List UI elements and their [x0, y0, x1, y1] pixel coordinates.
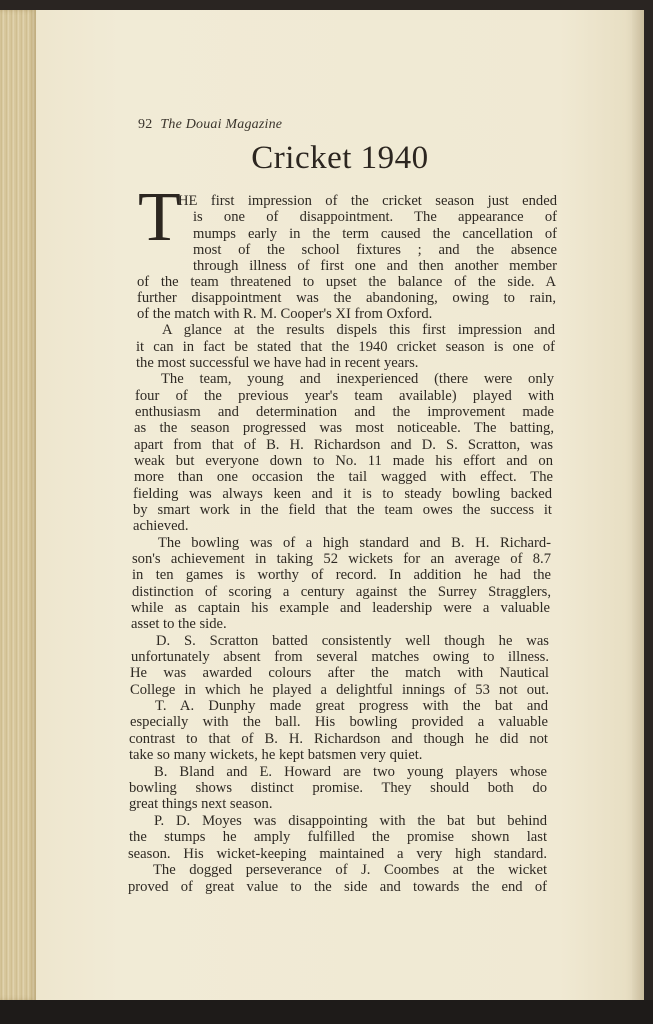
text-line: contrast to that of B. H. Richardson and though he did not: [129, 731, 548, 747]
text-line: distinction of scoring a century against the Surrey Stragglers,: [132, 584, 551, 600]
text-line: The dogged perseverance of J. Coombes at the wicket: [153, 862, 547, 878]
text-line: most of the school fixtures ; and the absence: [193, 242, 557, 258]
text-line: through illness of first one and then another member: [193, 258, 557, 274]
magazine-title: The Douai Magazine: [160, 117, 283, 132]
text-line: enthusiasm and determination and the improvement made: [135, 404, 554, 420]
text-line: season. His wicket-keeping maintained a very high standard.: [128, 846, 547, 862]
text-line: further disappointment was the abandoning, owing to rain,: [137, 290, 556, 306]
text-line: four of the previous year's team available) played with: [135, 388, 554, 404]
text-line: as the season progressed was most noticeable. The batting,: [134, 420, 554, 436]
text-line: HE first impression of the cricket season just ended: [178, 193, 557, 209]
text-line: unfortunately absent from several matches owing to illness.: [131, 649, 549, 665]
text-line: The bowling was of a high standard and B. H. Richard-: [158, 535, 551, 551]
text-line: He was awarded colours after the match with Nautical: [130, 665, 549, 681]
text-line: fielding was always keen and it is to steady bowling backed: [133, 486, 552, 502]
text-line: great things next season.: [129, 796, 273, 812]
text-line: achieved.: [133, 518, 189, 534]
text-line: mumps early in the term caused the cancellation of: [193, 226, 557, 242]
text-line: B. Bland and E. Howard are two young players whose: [154, 764, 547, 780]
text-line: T. A. Dunphy made great progress with the bat and: [155, 698, 548, 714]
text-line: asset to the side.: [131, 616, 227, 632]
text-line: P. D. Moyes was disappointing with the bat but behind: [154, 813, 547, 829]
text-line: The team, young and inexperienced (there were only: [161, 371, 554, 387]
text-line: apart from that of B. H. Richardson and D. S. Scratton, was: [134, 437, 553, 453]
text-line: D. S. Scratton batted consistently well though he was: [156, 633, 549, 649]
text-line: by smart work in the field that the team owes the success it: [133, 502, 552, 518]
text-line: especially with the ball. His bowling provided a valuable: [130, 714, 548, 730]
text-line: proved of great value to the side and towards the end of: [128, 879, 547, 895]
text-line: more than one occasion the tail wagged with effect. The: [134, 469, 553, 485]
text-line: bowling shows distinct promise. They should both do: [129, 780, 547, 796]
page-number: 92: [138, 117, 153, 132]
text-line: College in which he played a delightful innings of 53 not out.: [130, 682, 549, 698]
text-line: is one of disappointment. The appearance of: [193, 209, 557, 225]
text-line: of the team threatened to upset the balance of the side. A: [137, 274, 556, 290]
text-line: it can in fact be stated that the 1940 cricket season is one of: [136, 339, 555, 355]
text-line: while as captain his example and leadership were a valuable: [131, 600, 550, 616]
article-title: Cricket 1940: [251, 140, 429, 176]
text-line: son's achievement in taking 52 wickets for an average of 8.7: [132, 551, 551, 567]
text-line: of the match with R. M. Cooper's XI from Oxford.: [137, 306, 433, 322]
text-line: the stumps he amply fulfilled the promise shown last: [129, 829, 547, 845]
text-line: A glance at the results dispels this first impression and: [162, 322, 555, 338]
text-line: the most successful we have had in recent years.: [136, 355, 419, 371]
drop-cap: T: [138, 179, 181, 256]
text-line: in ten games is worthy of record. In addition he had the: [132, 567, 551, 583]
text-line: weak but everyone down to No. 11 made his effort and on: [134, 453, 553, 469]
text-line: take so many wickets, he kept batsmen very quiet.: [129, 747, 423, 763]
